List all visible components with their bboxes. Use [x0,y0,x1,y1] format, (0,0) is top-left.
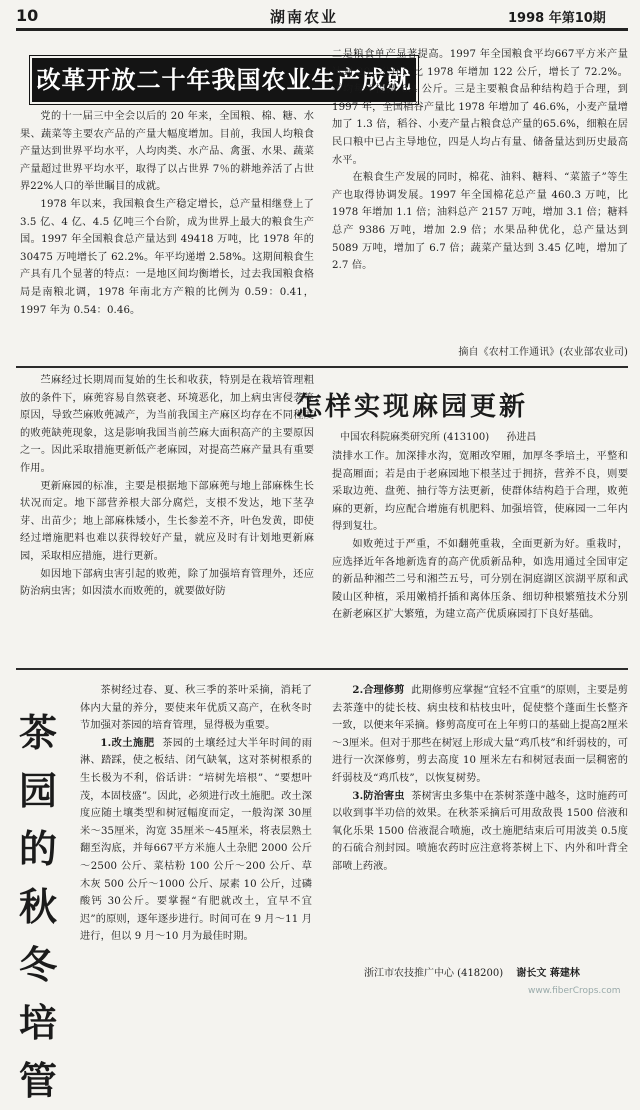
article2-right-column [332,448,628,624]
article1-paragraph: 党的十一届三中全会以后的 20 年来，全国粮、棉、糖、水果、蔬菜等主要农产品的产量大幅度增加。目前，我国人均粮食产量达到世界平均水平，人均肉类、水产品、禽蛋、水果、蔬菜产量超过世界平均水平，取得了以占世界 7％的耕地养活了占世界22%人口的举世瞩目的成就。 [20,111,314,193]
article3-section3-body: 茶树害虫多集中在茶树茶蓬中越冬，这时施药可以收到事半功倍的效果。在秋茶采摘后可用敌敌畏 1500 倍液和氧化乐果 1500 倍液混合喷施，改土施肥结束后可用波美 0.5度的石硫合剂封园。喷施农药时应注意将茶树上下、内外和叶背全部喷上药液。 [332,790,628,872]
article1-right-column [332,46,628,275]
article2-paragraph: 苎麻经过长期周而复始的生长和收获，特别是在栽培管理粗放的条件下，麻蔸容易自然衰老、环境恶化，加上病虫害侵袭等原因，导致苎麻败蔸减产，为当前我国主产麻区均存在不同程度的败蔸缺蔸现象，这是影响我国当前苎麻大面积高产的主要原因之一。因此采取措施更新低产老麻园，对提高苎麻产量具有重要作用。 [20,375,314,474]
article3-right-column [332,682,628,876]
article3-intro: 茶树经过春、夏、秋三季的茶叶采摘，消耗了体内大量的养分，要使来年优质又高产，在秋冬时节加强对茶园的培育管理，显得极为重要。 [80,685,312,732]
article1-paragraph: 在粮食生产发展的同时，棉花、油料、糖料、“菜篮子”等生产也取得协调发展。1997 年全国棉花总产量 460.3 万吨，比 1978 年增加 1.1 倍；油料总产 2157 万吨，增加 3.1 倍；糖料总产 9386 万吨，增加 2.9 倍；水果品种优化，总产量达到 5089 万吨，增加了 6.7 倍；蔬菜产量达到 3.45 亿吨，增加了 2.7 倍。 [332,172,628,272]
article3-section1 [80,735,312,946]
article2-byline [340,428,536,443]
article3-title-char: 冬 [18,943,57,987]
article3-title-char: 秋 [18,885,57,929]
article2-paragraph: 更新麻园的标准，主要是根据地下部麻蔸与地上部麻株生长状况而定。地下部营养根大部分腐烂，支根不发达，地下茎孕芽、出苗少；地上部麻株矮小，生长参差不齐，叶色发黄，即使经过增施肥料也难以获得较好产量，就应及时有计划地更新麻园，采取相应措施，进行更新。 [20,480,314,562]
article3-section1-body: 茶园的土壤经过大半年时间的雨淋、踏踩，使之板结、闭气缺氧，这对茶树根系的生长极为不利，俗话讲：“培树先培根”、“要想叶茂，本固枝盛”。因此，必须进行改土施肥。改土深度应随土壤类型和树冠幅度而定，一般沟深 30厘米～35厘米，沟宽 35厘米～45厘米，将表层熟土翻至沟底，并每667平方米施人土杂肥 2000 公斤～2500 公斤、菜枯粉 100 公斤～200 公斤、草木灰 500 公斤～1000 公斤、尿素 10 公斤，过磷酸钙 30公斤。要掌握“有肥就改土，宜早不宜迟”的原则，逐年逐步进行。时间可在 9 月～11 月进行，但以 9 月～10 月为最佳时期。 [80,737,312,943]
article3-left-column [80,682,312,946]
article3-section2-body: 此期修剪应掌握“宜轻不宜重”的原则，主要是剪去茶蓬中的徒长枝、病虫枝和枯枝虫叶，促使整个蓬面生长整齐一致，以便来年采摘。修剪高度可在上年剪口的基础上提高2厘米～3厘米。但对于那些在树冠上形成大量“鸡爪枝”和纤弱枝的，可进行一次深修剪，剪去高度 10 厘米左右和树冠表面一层稠密的纤弱枝及“鸡爪枝”，以恢复树势。 [332,685,628,784]
section-divider [16,668,628,670]
article3-authors: 谢长文 蒋建林 [516,968,580,979]
article3-title [14,704,62,1110]
article1-paragraph: 1978 年以来，我国粮食生产稳定增长，总产量相继登上了 3.5 亿、4 亿、4.5 亿吨三个台阶，成为世界上最大的粮食生产国。1997 年全国粮食总产量达到 49418 万吨，比 1978 年的 30475 万吨增长了 62.2%。年平均递增 2.58%。这期间粮食生产具有几个显著的特点：一是地区间均衡增长，过去我国粮食格局是南粮北调，1978 年南北方产粮的比例为 0.59：0.41，1997 年为 0.54：0.46。 [20,198,314,316]
header-rule [16,28,628,31]
article3-byline [364,964,580,979]
article3-author-org: 浙江市农技推广中心 (418200) [364,968,504,979]
article3-section2 [332,682,628,788]
article2-paragraph: 如因地下部病虫害引起的败蔸，除了加强培育管理外，还应防治病虫害；如因渍水而败蔸的，就要做好防 [20,568,314,598]
magazine-title: 湖南农业 [270,8,339,26]
article3-title-char: 培 [18,1001,57,1045]
article2-paragraph: 如败蔸过于严重，不如翻蔸重栽，全面更新为好。重栽时，应选择近年各地新选育的高产优质新品种，如选用通过全国审定的新品种湘苎二号和湘苎五号，可分别在洞庭湖区滨湖平原和武陵山区种植，采用嫩梢扦插和离体压条、细切种根繁殖技术分别在新老麻区扩大繁殖，为建立高产优质麻园打下良好基础。 [332,538,628,621]
article3-section1-head: 1.改土施肥 [100,736,155,749]
section-divider [16,366,628,368]
article3-title-char: 管 [18,1059,57,1103]
article2-author-org: 中国农科院麻类研究所 (413100) [340,432,490,443]
issue-label: 1998 年第10期 [508,11,606,26]
article1-paragraph: 二是粮食单产显著提高。1997 年全国粮食平均667平方米产量达到 291 公斤，比 1978 年增加 122 公斤，增长了 72.2%。平均每年提高 6.4 公斤。三是主要粮食品种结构趋于合理，到 1997 年，全国稻谷产量比 1978 年增加了 46.6%，小麦产量增加了 1.3 倍，稻谷、小麦产量占粮食总产量的65.6%，细粮在居民口粮中已占主导地位，四是人均占有量、储备量达到历史最高水平。 [332,49,628,166]
article1-left-column [20,108,314,319]
article2-left-column [20,372,314,601]
article3-title-char: 茶 [18,711,57,755]
article2-paragraph: 渍排水工作。加深排水沟，宽厢改窄厢，加厚冬季培土，平整和提高厢面；若是由于老麻园地下根茎过于拥挤，营养不良，则要采取边蔸、盘蔸、抽行等方法更新，使群体结构趋于合理，败蔸麻的更新，均应配合增施有机肥料、加强培管，使麻园一二年内得到复壮。 [332,451,628,533]
article2-title: 怎样实现麻园更新 [296,392,529,422]
article1-title: 改革开放二十年我国农业生产成就 [32,58,416,102]
article3-section3-head: 3.防治害虫 [352,789,405,802]
article3-section3 [332,788,628,876]
article2-author: 孙进昌 [506,432,537,443]
article3-section2-head: 2.合理修剪 [352,684,405,696]
article3-title-char: 园 [18,769,57,813]
watermark: www.fiberCrops.com [528,986,621,996]
page-number: 10 [16,6,39,25]
article1-source: 摘自《农村工作通讯》(农业部农业司) [458,347,628,358]
article3-title-char: 的 [18,827,57,871]
